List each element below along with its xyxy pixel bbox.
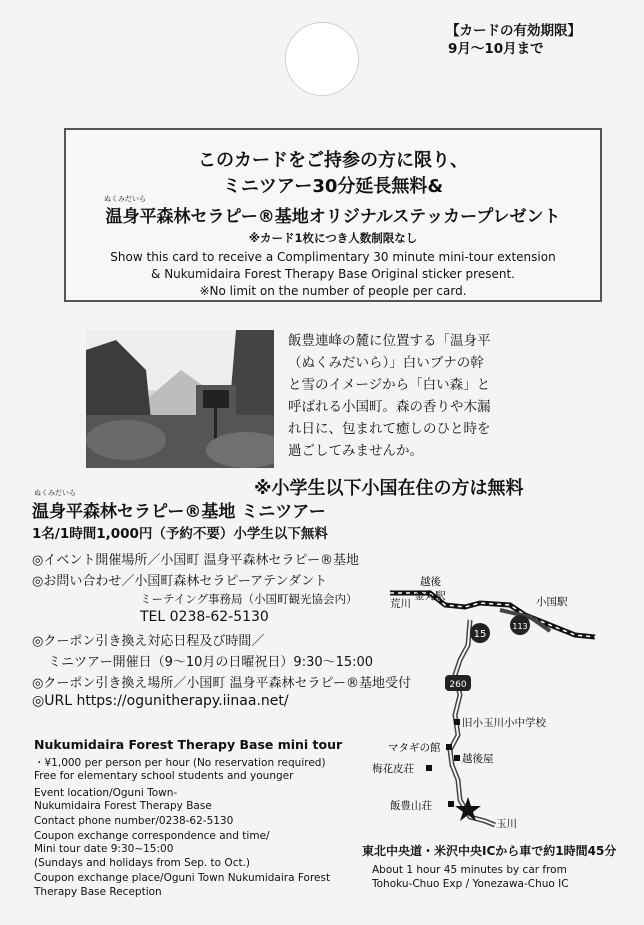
tour-title-ruby: ぬくみだいら: [34, 489, 76, 497]
access-en-1: About 1 hour 45 minutes by car from: [372, 864, 567, 876]
school-marker: [454, 719, 460, 725]
offer-jp-line3: 温身平森林セラピー®基地オリジナルステッカープレゼント: [105, 207, 561, 227]
offer-en-line3: ※No limit on the number of people per card.: [199, 284, 467, 298]
description-line: れ日に、包まれて癒しのひと時を: [288, 421, 491, 437]
route-113-label: 113: [512, 622, 528, 631]
map-iidesanso-label: 飯豊山荘: [390, 800, 432, 812]
tour-venue: ◎イベント開催場所／小国町 温身平森林セラピー®基地: [32, 553, 359, 568]
forest-photo: [86, 330, 274, 468]
en-tour-line: (Sundays and holidays from Sep. to Oct.): [34, 857, 251, 869]
en-tour-line: Nukumidaira Forest Therapy Base: [34, 800, 212, 812]
map-matagi-label: マタギの館: [388, 742, 441, 754]
offer-box: [64, 128, 602, 302]
map-baikasou-label: 梅花皮荘: [372, 763, 414, 775]
baikasou-marker: [426, 765, 432, 771]
tour-exchange: ◎クーポン引き換え場所／小国町 温身平森林セラピー®基地受付: [32, 676, 411, 691]
map-arakawa-label: 荒川: [390, 598, 411, 610]
matagi-marker: [446, 744, 452, 750]
card-punch-hole: [285, 22, 359, 96]
tour-url[interactable]: ◎URL https://ogunitherapy.iinaa.net/: [32, 693, 289, 709]
validity-block: [446, 22, 581, 58]
validity-period: 9月～10月まで: [448, 41, 544, 57]
map-kanamaru-label: 金丸駅: [414, 590, 446, 602]
tour-title: 温身平森林セラピー®基地 ミニツアー: [32, 502, 326, 522]
description-line: 呼ばれる小国町。森の香りや木漏: [288, 399, 491, 415]
route-15-label: 15: [473, 629, 487, 640]
description-line: （ぬくみだいら）」白いブナの幹: [288, 355, 484, 371]
tour-schedule-1: ◎クーポン引き換え対応日程及び時間／: [32, 634, 265, 649]
en-tour-line: Coupon exchange correspondence and time/: [34, 830, 270, 842]
tour-contact-2: ミーテイング事務局（小国町観光協会内）: [140, 592, 358, 606]
en-tour-line: ・¥1,000 per person per hour (No reservation required): [34, 757, 326, 769]
tour-tel: TEL 0238-62-5130: [140, 609, 269, 625]
en-tour-line: Therapy Base Reception: [34, 886, 162, 898]
en-tour-line: Event location/Oguni Town-: [34, 787, 178, 799]
access-map: [350, 575, 620, 845]
offer-jp-line1: このカードをご持参の方に限り、: [198, 150, 468, 171]
tour-contact-1: ◎お問い合わせ／小国町森林セラピーアテンダント: [32, 574, 328, 589]
description-line: 過ごしてみませんか。: [288, 443, 423, 459]
map-echigoya-label: 越後屋: [462, 753, 494, 765]
map-tamagawa-label: 玉川: [496, 818, 517, 830]
map-oguni-station-label: 小国駅: [536, 596, 568, 608]
description-line: 飯豊連峰の麓に位置する「温身平: [288, 333, 491, 349]
iidesanso-marker: [448, 801, 454, 807]
map-school-label: 旧小玉川小中学校: [462, 717, 546, 729]
offer-jp-line2: ミニツアー30分延長無料&: [222, 176, 444, 197]
en-tour-line: Free for elementary school students and younger: [34, 770, 294, 782]
echigoya-marker: [454, 755, 460, 761]
en-tour-title: Nukumidaira Forest Therapy Base mini tour: [34, 737, 343, 752]
description-line: と雪のイメージから「白い森」と: [288, 377, 491, 393]
access-en-2: Tohoku-Chuo Exp / Yonezawa-Chuo IC: [372, 878, 569, 890]
route-260-label: 260: [449, 680, 467, 690]
map-echigo-label: 越後: [420, 576, 441, 588]
validity-label: 【カードの有効期限】: [446, 23, 581, 39]
en-tour-line: Mini tour date 9:30~15:00: [34, 843, 174, 855]
forest-photo-image: [86, 330, 274, 468]
tour-price: 1名/1時間1,000円（予約不要）小学生以下無料: [32, 526, 328, 542]
offer-jp-note: ※カード1枚につき人数制限なし: [248, 231, 418, 245]
en-tour-line: Coupon exchange place/Oguni Town Nukumidaira Forest: [34, 872, 331, 884]
access-jp: 東北中央道・米沢中央ICから車で約1時間45分: [362, 844, 617, 858]
description-block: [288, 330, 588, 462]
offer-en-line2: & Nukumidaira Forest Therapy Base Original sticker present.: [151, 267, 515, 281]
offer-en-line1: Show this card to receive a Complimentary 30 minute mini-tour extension: [110, 250, 556, 264]
kids-free-note: ※小学生以下小国在住の方は無料: [254, 478, 524, 499]
offer-ruby: ぬくみだいら: [104, 195, 146, 203]
en-tour-line: Contact phone number/0238-62-5130: [34, 815, 234, 827]
tour-schedule-2: ミニツアー開催日（9～10月の日曜祝日）9:30～15:00: [48, 655, 374, 670]
